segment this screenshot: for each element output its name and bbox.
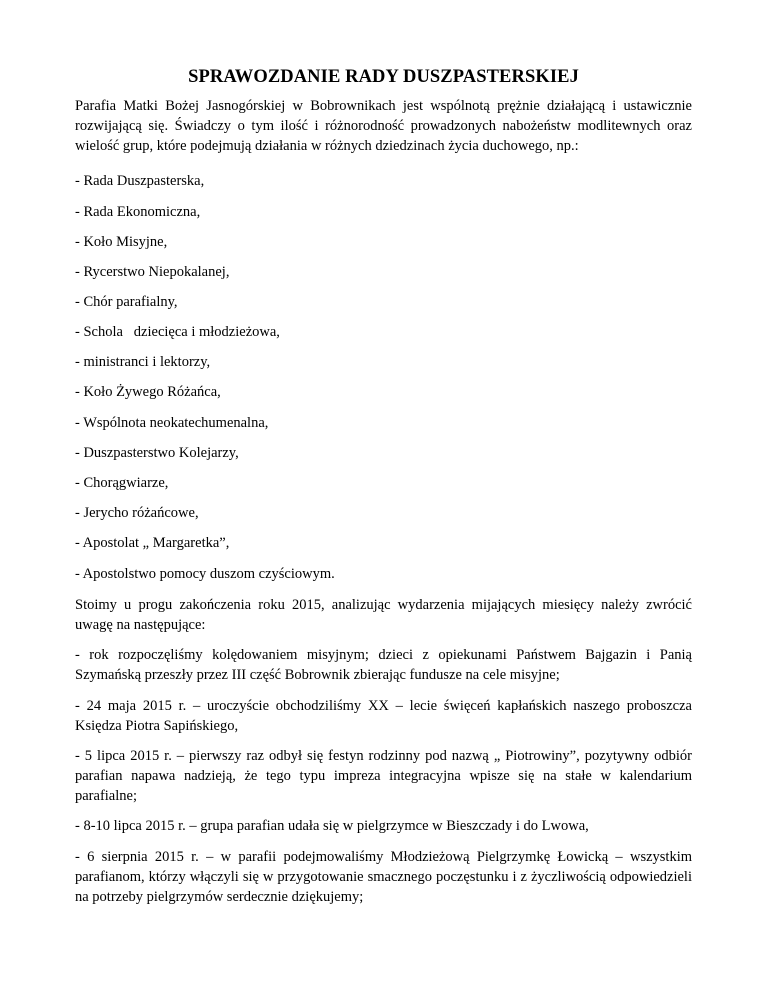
summary-intro-paragraph: Stoimy u progu zakończenia roku 2015, analizując wydarzenia mijających miesięcy należy zwrócić uwagę na następujące: xyxy=(75,597,692,633)
group-item: - Jerycho różańcowe, xyxy=(75,505,199,521)
group-item: - Apostolat „ Margaretka”, xyxy=(75,535,230,551)
group-item: - Chorągwiarze, xyxy=(75,475,169,491)
event-paragraph: - 6 sierpnia 2015 r. – w parafii podejmowaliśmy Młodzieżową Pielgrzymkę Łowicką – wszystkim parafianom, którzy włączyli się w przygotowanie smacznego poczęstunku i z życzliwością odpowiedzieli na potrzeby pielgrzymów serdecznie dziękujemy; xyxy=(75,849,692,905)
group-item: - Rycerstwo Niepokalanej, xyxy=(75,264,230,280)
group-item: - Schola dziecięca i młodzieżowa, xyxy=(75,324,280,340)
group-item: - Duszpasterstwo Kolejarzy, xyxy=(75,445,239,461)
group-item: - ministranci i lektorzy, xyxy=(75,354,211,370)
event-paragraph: - 8-10 lipca 2015 r. – grupa parafian udała się w pielgrzymce w Bieszczady i do Lwowa, xyxy=(75,818,589,834)
intro-paragraph: Parafia Matki Bożej Jasnogórskiej w Bobrownikach jest wspólnotą prężnie działającą i ustawicznie rozwijającą się. Świadczy o tym ilość i różnorodność prowadzonych nabożeństw modlitewnych oraz wielość grup, które podejmują działania w różnych dziedzinach życia duchowego, np.: xyxy=(75,98,692,154)
group-item: - Chór parafialny, xyxy=(75,294,178,310)
event-paragraph: - 5 lipca 2015 r. – pierwszy raz odbył się festyn rodzinny pod nazwą „ Piotrowiny”, pozytywny odbiór parafian napawa nadzieją, że tego typu impreza integracyjna wpisze się na stałe w kalendarium parafialne; xyxy=(75,748,692,804)
group-item: - Koło Misyjne, xyxy=(75,234,168,250)
event-paragraph: - 24 maja 2015 r. – uroczyście obchodziliśmy XX – lecie święceń kapłańskich naszego proboszcza Księdza Piotra Sapińskiego, xyxy=(75,698,692,734)
group-item: - Rada Duszpasterska, xyxy=(75,173,205,189)
event-paragraph: - rok rozpoczęliśmy kolędowaniem misyjnym; dzieci z opiekunami Państwem Bajgazin i Panią Szymańską przeszły przez III część Bobrownik zbierając fundusze na cele misyjne; xyxy=(75,647,692,683)
group-item: - Koło Żywego Różańca, xyxy=(75,384,221,400)
group-item: - Apostolstwo pomocy duszom czyściowym. xyxy=(75,566,335,582)
document-title: SPRAWOZDANIE RADY DUSZPASTERSKIEJ xyxy=(188,67,579,87)
group-item: - Wspólnota neokatechumenalna, xyxy=(75,415,269,431)
group-item: - Rada Ekonomiczna, xyxy=(75,204,201,220)
